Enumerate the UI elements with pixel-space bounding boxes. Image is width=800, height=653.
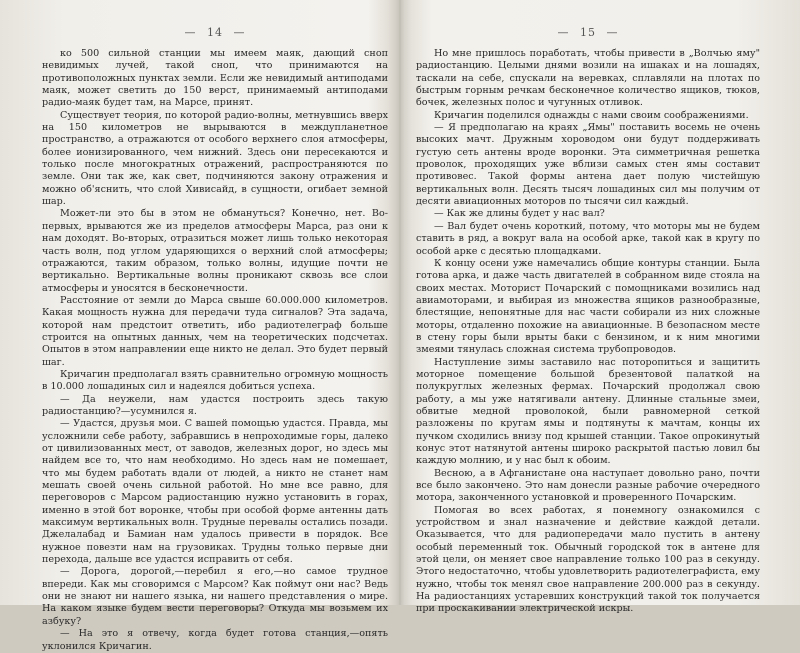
- right-page-text: [416, 48, 760, 616]
- right-paragraph: — Вал будет очень короткий, потому, что моторы мы не будем ставить в ряд, а вокруг вала на особой арке, такой как в кругу по особой арке с десятью площадками.: [416, 220, 760, 257]
- left-paragraph: Кричагин предполагал взять сравнительно огромную мощность в 10.000 лошадиных сил и надеялся добиться успеха.: [42, 368, 388, 393]
- left-paragraph: Может-ли это бы в этом не обмануться? Конечно, нет. Во-первых, врываются же из пределов атмосферы Марса, раз они к нам доходят. Во-вторых, отразиться может лишь только некоторая часть волн, под углом ударяющихся о верхний слой атмосферы; отражаются, таким образом, только волны, идущие почти не вертикально. Вертикальные волны проникают сквозь все слои атмосферы и уносятся в бесконечности.: [42, 208, 388, 294]
- right-paragraph: Помогая во всех работах, я понемногу ознакомился с устройством и знал назначение и действие каждой детали. Оказывается, что для радиопередачи мало пустить в антену особый переменный ток. Обычный городской ток в антене для этой цели, он меняет свое направление только 100 раз в секунду. Этого недостаточно, чтобы удовлетворить радиотелеграфиста, ему нужно, чтобы ток менял свое направление 200.000 раз в секунду. На радиостанциях устаревших конструкций такой ток получается при проскакивании электрической искры.: [416, 504, 760, 615]
- left-paragraph: — Удастся, друзья мои. С вашей помощью удастся. Правда, мы усложнили себе работу, забравшись в непроходимые горы, далеко от цивилизованных мест, от заводов, железных дорог, но здесь мы найдем все то, что нам необходимо. Но здесь нам не помешает, что мы будем работать вдали от людей, а никто не станет нам мешать своей очень сильной работой. Но мне все равно, для переговоров с Марсом радиостанцию нужно установить в горах, именно в этой бот воронке, чтобы при особой форме антенны дать максимум вертикальных волн. Трудные перевалы остались позади. Джелалабад и Бамиан нам удалось привести в порядок. Все нужное повезти нам на грузовиках. Трудны только первые дни перехода, дальше все удастся исправить от себя.: [42, 418, 388, 566]
- left-page-number: — 14 —: [184, 26, 246, 39]
- right-page-number: — 15 —: [557, 26, 619, 39]
- right-paragraph: — Как же длины будет у нас вал?: [434, 208, 605, 220]
- left-page-text: [42, 48, 388, 653]
- right-page-number-value: 15: [580, 26, 596, 39]
- left-paragraph: — Дорога, дорогой,—перебил я его,—но самое трудное впереди. Как мы сговоримся с Марсом? Как поймут они нас? Ведь они не знают ни нашего языка, ни нашего представления о мире. На каком языке будем вести переговоры? Откуда мы возьмем их азбуку?: [42, 566, 388, 627]
- right-paragraph: К концу осени уже намечались общие контуры станции. Была готова арка, и даже часть двигателей в собранном виде стояла на своих местах. Моторист Почарский с помощниками возились над авиамоторами, и выбирая из множества ящиков разнообразные, блестящие, непонятные для нас части собирали из них сложные моторы, отдаленно похожие на авиационные. В безопасном месте в стену горы были врыты баки с бензином, и к ним многими змеями тянулась сложная система трубопроводов.: [416, 257, 760, 356]
- left-page-number-value: 14: [207, 26, 223, 39]
- left-paragraph: Расстояние от земли до Марса свыше 60.000.000 километров. Какая мощность нужна для передачи туда сигналов? Эта задача, которой нам предстоит ответить, ибо радиотелеграф больше строится на опытных данных, чем на теоретических подсчетах. Опытов в этом направлении еще никто не делал. Это будет первый шаг.: [42, 294, 388, 368]
- right-paragraph: Весною, а в Афганистане она наступает довольно рано, почти все было закончено. Это нам донесли разные рабочие очередного мотора, законченного установкой и проверенного Почарским.: [416, 467, 760, 504]
- right-paragraph: — Я предполагаю на краях „Ямы" поставить восемь не очень высоких мачт. Дружным хороводом они будут поддерживать густую сеть антены вроде воронки. Эта симметричная решетка проволок, проходящих уже вблизи самых стен ямы составит противовес. Такой формы антена дает полую чистейшую вертикальных волн. Десять тысяч лошадиных сил мы получим от десяти авиационных моторов по тысячи сил каждый.: [416, 122, 760, 208]
- right-paragraph: Но мне пришлось поработать, чтобы привести в „Волчью яму" радиостанцию. Целыми днями возили на ишаках и на лошадях, таскали на себе, спускали на веревках, сплавляли на плотах по быстрым горным речкам бесконечное количество ящиков, тюков, бочек, железных полос и чугунных отливок.: [416, 48, 760, 109]
- right-page: [400, 0, 800, 615]
- left-paragraph: — На это я отвечу, когда будет готова станция,—опять уклонился Кричагин.: [42, 628, 388, 652]
- left-paragraph: Существует теория, по которой радио-волны, метнувшись вверх на 150 километров не вырываются в междупланетное пространство, а отражаются от особого верхнего слоя атмосферы, более ионизированного, чем нижний. Здесь они пересекаются и только после многократных отражений, распространяются по земле. Они так же, как свет, подчиняются закону отражения и можно об'яснить, что слой Хивисайд, в сущности, огибает земной шар.: [42, 109, 388, 208]
- left-paragraph: ко 500 сильной станции мы имеем маяк, дающий сноп невидимых лучей, такой сноп, что принимаются на противоположных пунктах земли. Если же невидимый антиподами маяк, может светить до 150 верст, принимаемый антиподами радио-маяк будет там, на Марсе, принят.: [42, 48, 388, 109]
- left-page: [0, 0, 400, 652]
- right-paragraph: Кричагин поделился однажды с нами своим соображениями.: [434, 109, 749, 121]
- left-paragraph: — Да неужели, нам удастся построить здесь такую радиостанцию?—усумнился я.: [42, 393, 388, 417]
- right-paragraph: Наступление зимы заставило нас поторопиться и защитить моторное помещение большой брезентовой палаткой на полукруглых железных фермах. Почарский продолжал свою работу, а мы уже натягивали антену. Длинные стальные змеи, обвитые медной проволокой, были равномерной сеткой разложены по кругам ямы и подтянуты к мачтам, концы их пучком сходились внизу под крышей станции. Такое опрокинутый конус этот натянутой антены широко раскрытой пастью ловил бы каждую молнию, и у нас был к обоим.: [416, 356, 760, 467]
